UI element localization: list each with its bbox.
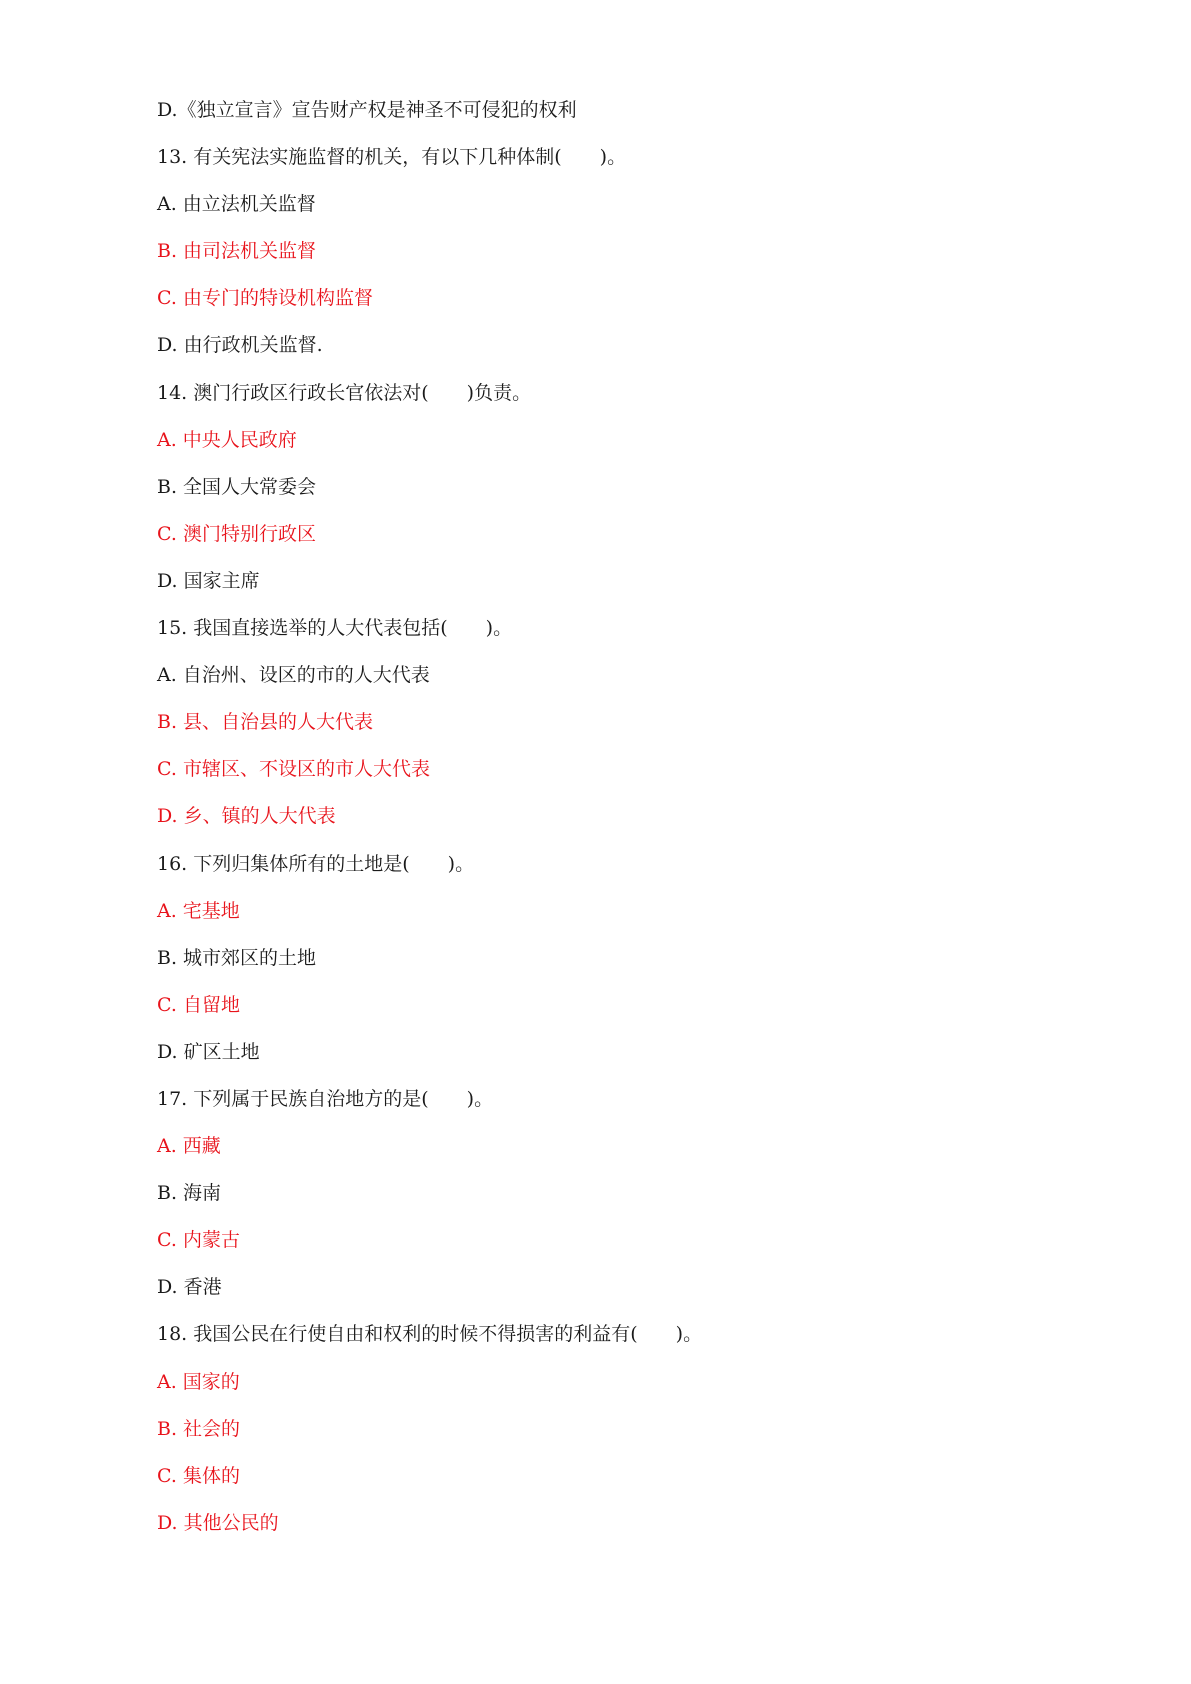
question-line: 15. 我国直接选举的人大代表包括( )。	[157, 617, 513, 640]
question-line: 17. 下列属于民族自治地方的是( )。	[157, 1087, 494, 1110]
option-line-answer: C. 澳门特别行政区	[157, 522, 316, 545]
question-line: 16. 下列归集体所有的土地是( )。	[157, 852, 475, 875]
option-line-answer: B. 由司法机关监督	[157, 240, 317, 263]
option-line-answer: C. 自留地	[157, 993, 240, 1016]
option-line: A. 自治州、设区的市的人大代表	[157, 664, 430, 687]
option-line: D. 香港	[157, 1276, 222, 1299]
option-line-answer: A. 中央人民政府	[157, 428, 297, 451]
option-line-answer: D. 乡、镇的人大代表	[157, 805, 336, 828]
option-line: D.《独立宣言》宣告财产权是神圣不可侵犯的权利	[157, 99, 577, 121]
option-line-answer: D. 其他公民的	[157, 1511, 279, 1534]
option-line-answer: B. 县、自治县的人大代表	[157, 711, 374, 734]
option-line-answer: C. 市辖区、不设区的市人大代表	[157, 758, 430, 781]
option-line: B. 海南	[157, 1182, 222, 1205]
option-line: D. 由行政机关监督.	[157, 334, 323, 357]
option-line: B. 城市郊区的土地	[157, 946, 317, 969]
question-line: 14. 澳门行政区行政长官依法对( )负责。	[157, 381, 532, 404]
option-line: A. 由立法机关监督	[157, 193, 316, 216]
option-line-answer: A. 宅基地	[157, 899, 240, 922]
option-line: B. 全国人大常委会	[157, 475, 317, 498]
question-line: 18. 我国公民在行使自由和权利的时候不得损害的利益有( )。	[157, 1323, 703, 1346]
question-line: 13. 有关宪法实施监督的机关，有以下几种体制( )。	[157, 146, 627, 169]
option-line: D. 国家主席	[157, 569, 260, 592]
option-line-answer: C. 内蒙古	[157, 1229, 240, 1252]
option-line: D. 矿区土地	[157, 1040, 260, 1063]
option-line-answer: C. 由专门的特设机构监督	[157, 287, 373, 310]
option-line-answer: A. 国家的	[157, 1370, 240, 1393]
option-line-answer: A. 西藏	[157, 1135, 221, 1158]
option-line-answer: C. 集体的	[157, 1464, 240, 1487]
option-line-answer: B. 社会的	[157, 1417, 241, 1440]
question-list	[157, 92, 1157, 1552]
